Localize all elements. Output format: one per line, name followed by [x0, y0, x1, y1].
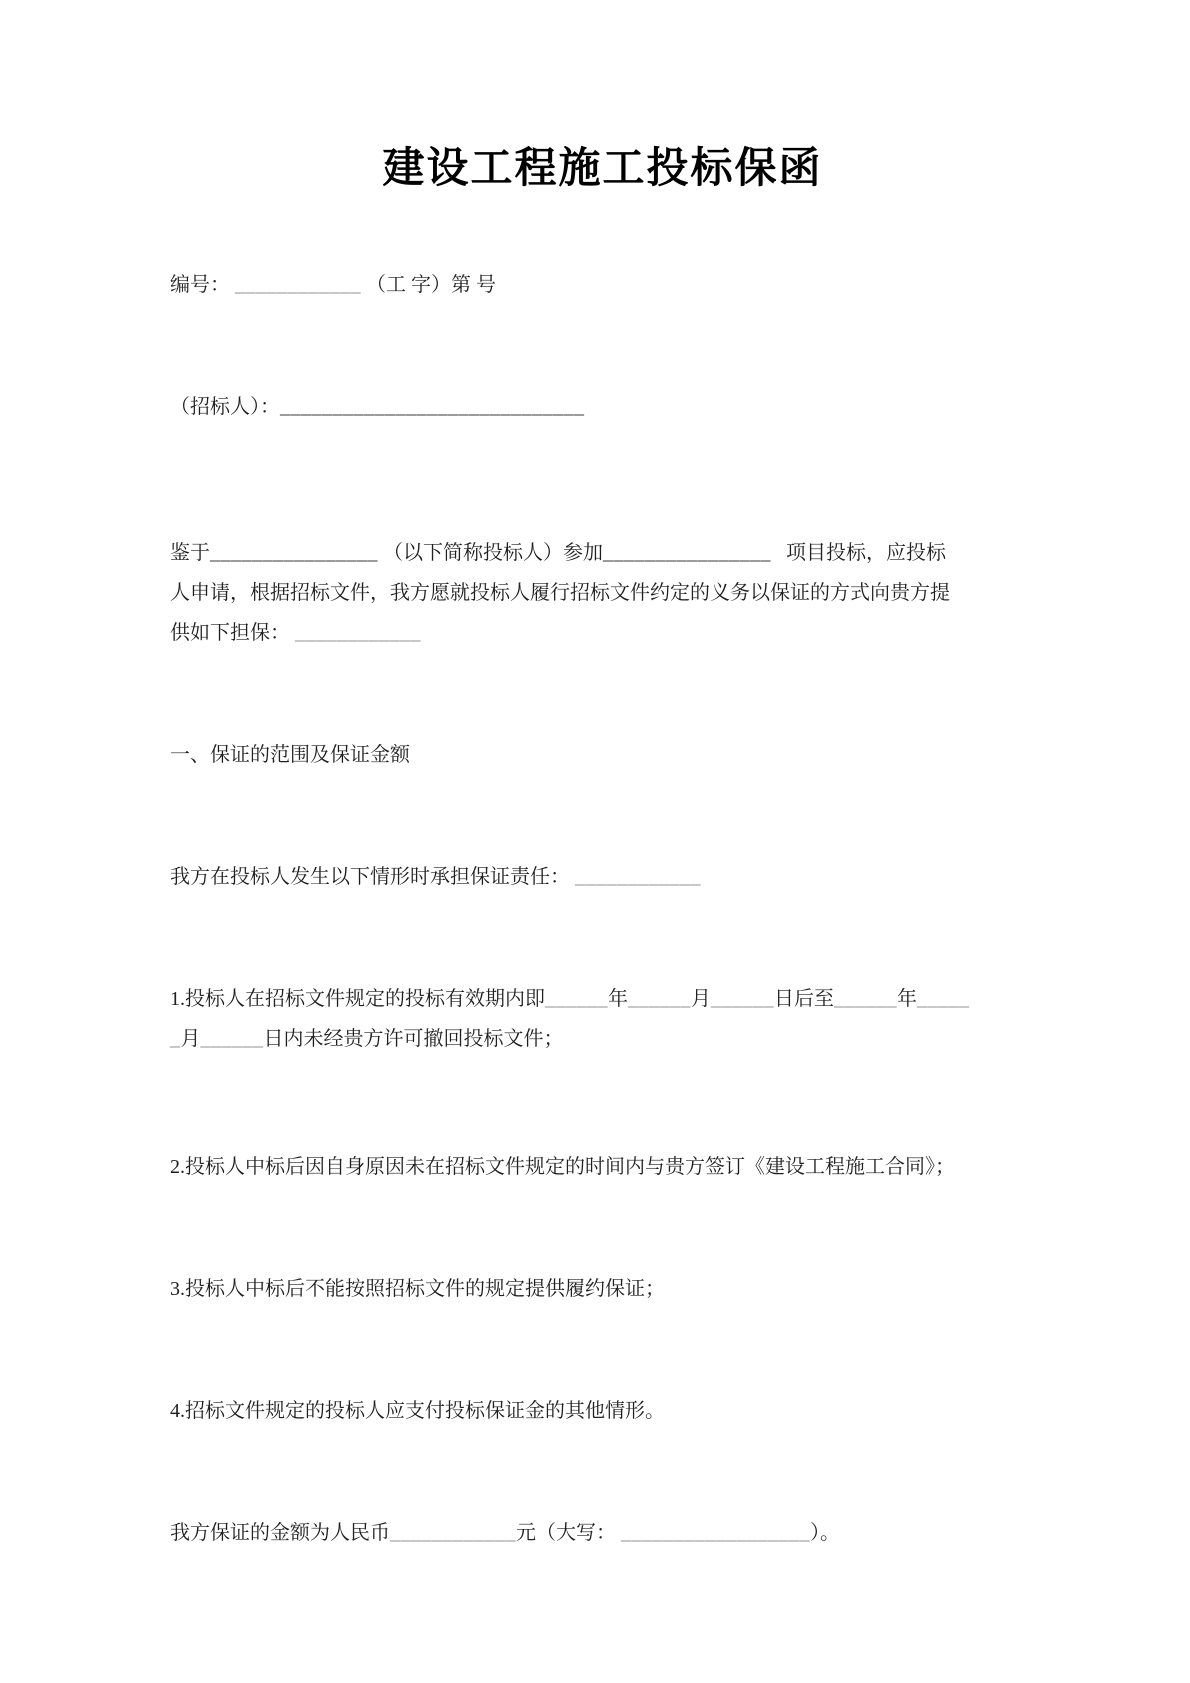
item1-line-1	[170, 979, 1035, 1019]
item1-text: 年	[608, 988, 628, 1010]
number-suffix: （工 字）第 号	[366, 274, 496, 296]
amount-text: 元（大写：	[516, 1522, 616, 1544]
condition-item-1	[170, 979, 1035, 1059]
day-blank: ______	[711, 988, 774, 1010]
day-blank: ______	[200, 1028, 264, 1050]
year-blank: ______	[834, 988, 897, 1010]
item1-text: 月	[180, 1028, 201, 1050]
condition-item-3: 3.投标人中标后不能按照招标文件的规定提供履约保证；	[170, 1278, 665, 1300]
item1-text: 1.投标人在招标文件规定的投标有效期内即	[170, 988, 545, 1010]
tenderee-line	[170, 387, 1035, 427]
number-line	[170, 265, 1035, 305]
liability-intro-line	[170, 857, 1035, 897]
liability-intro-text: 我方在投标人发生以下情形时承担保证责任：	[170, 866, 570, 888]
document-title: 建设工程施工投标保函	[382, 146, 823, 192]
project-name-blank: ________________	[603, 542, 771, 564]
section1-heading: 一、保证的范围及保证金额	[170, 744, 410, 766]
year-blank: ______	[545, 988, 608, 1010]
number-blank: ____________	[235, 274, 361, 296]
amount-text: ）。	[810, 1522, 840, 1544]
liability-blank: ____________	[575, 866, 701, 888]
whereas-line-3	[170, 613, 1035, 653]
number-label: 编号：	[170, 274, 230, 296]
tenderee-label: （招标人）：	[170, 396, 280, 418]
whereas-text: 鉴于	[170, 542, 210, 564]
whereas-text: 项目投标，应投标	[786, 542, 946, 564]
item1-text: 日内未经贵方许可撤回投标文件；	[263, 1028, 564, 1050]
whereas-text: 供如下担保：	[170, 622, 290, 644]
amount-words-blank: __________________	[621, 1522, 810, 1544]
amount-line	[170, 1513, 1035, 1553]
item1-text: 日后至	[774, 988, 834, 1010]
condition-item-2: 2.投标人中标后因自身原因未在招标文件规定的时间内与贵方签订《建设工程施工合同》；	[170, 1156, 955, 1178]
month-blank: ______	[628, 988, 691, 1010]
item1-text: 年	[897, 988, 917, 1010]
month-blank-wrap: _	[170, 1028, 181, 1050]
condition-item-4: 4.招标文件规定的投标人应支付投标保证金的其他情形。	[170, 1400, 665, 1422]
whereas-line-2: 人申请，根据招标文件，我方愿就投标人履行招标文件约定的义务以保证的方式向贵方提	[170, 582, 950, 604]
whereas-paragraph	[170, 533, 1035, 653]
tenderee-blank: _____________________________	[280, 396, 585, 418]
whereas-text: （以下简称投标人）参加	[383, 542, 603, 564]
amount-numeric-blank: ____________	[390, 1522, 516, 1544]
amount-text: 我方保证的金额为人民币	[170, 1522, 390, 1544]
item1-text: 月	[691, 988, 711, 1010]
guarantee-blank: ____________	[295, 622, 421, 644]
whereas-line-1	[170, 533, 1035, 573]
item1-line-2	[170, 1019, 1035, 1059]
month-blank: _____	[917, 988, 970, 1010]
bidder-name-blank: ________________	[210, 542, 378, 564]
